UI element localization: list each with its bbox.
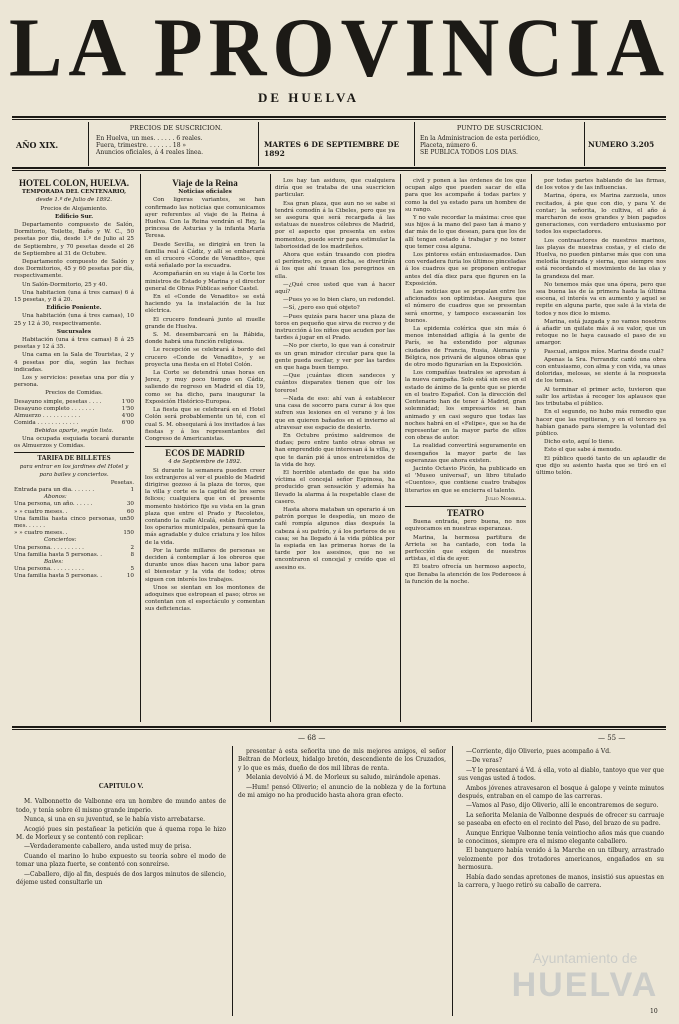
temporada: TEMPORADA DEL CENTENARIO, <box>21 189 127 196</box>
br-p1: —Corriente, dijo Oliverio, pues acompaño á Vd. <box>466 748 611 755</box>
br-p5: —Vamos al Paso, dijo Oliverio, allí le encontraremos de seguro. <box>466 802 659 810</box>
comida-price: 1'50 <box>121 405 134 412</box>
info-divider-1 <box>88 122 89 166</box>
col4-p5: La epidemia colérica que sin más ó menos intensidad afligía á la gente de París, se ha extendido por algunas ciudades de Francia, Rusia, Alemania y Bélgica, nos privará de algunos obras que de otro modo figurarían en la Exposición. <box>405 326 526 369</box>
viaje-p3: Acompañarán en su viaje á la Corte los ministros de Estado y Marina y el director general de Obras Públicas señor Castel. <box>145 271 265 292</box>
col3-p1: Los hay tan asiduos, que cualquiera diría que se trataba de una suscricion particular. <box>275 178 395 199</box>
masthead-rule-top-thin <box>12 119 666 120</box>
comida-label: Desayuno completo . . . . . . . <box>14 405 95 412</box>
col4-p8: Jacinto Octavio Picón, ha publicado en el 'Museo universal', un libro titulado «Cuentos», que contiene cuatro trabajos literarios en que se encierra el talento. <box>405 465 526 494</box>
edificio-sur: Edificio Sur. <box>54 213 94 220</box>
viaje-p6: S. M. desembarcará en la Rábida, donde habrá una función religiosa. <box>145 332 265 346</box>
sucursales: Sucursales <box>56 328 92 335</box>
br-p2: —De veras? <box>466 757 502 765</box>
folio-right: — 55 — <box>598 734 626 742</box>
watermark-line1: Ayuntamiento de <box>532 950 638 966</box>
tarifa-row <box>14 573 134 580</box>
col4-p10: Marina, la hermosa partitura de Arrieta se ha cantado, con toda la perfección que exigen de nuestros artistas, el día de ayer. <box>405 534 526 563</box>
col3-q2: —Pues yo se lo bien claro, un redondel. <box>283 297 395 304</box>
capitulo-heading: CAPITULO V. <box>98 782 144 790</box>
tarifa-label: Una familia hasta 5 personas. . <box>14 551 103 558</box>
info-divider-4 <box>584 122 585 166</box>
masthead-rule-top <box>12 116 666 118</box>
column-ecos-cont <box>275 178 395 718</box>
col4-p6: Los compañías teatrales se aprestan á la nueva campaña. Solo está sin eso en el estado de ánimo de la gente que se pierde en el teatro Español. Con la dirección del Centenario han de tener á Madrid, gran solemnidad; los empresarios se han animado y en casi seguro que todas las noches habrá en el «Felipe», que se ha de representar en la mayor parte de ellos con obras de autor. <box>405 370 526 442</box>
tarifa-label: Conciertos: <box>44 537 77 544</box>
ecos-rule <box>145 446 265 447</box>
tarifa-heading: TARIFA DE BILLETES <box>37 454 111 463</box>
col3-p3: Ahora que están trasando con piedra el perímetro, es gran dicha, se divertirán á los que ahí trasan los peregrinos en ella. <box>275 252 395 280</box>
tarifa-price: 150 <box>123 530 134 537</box>
punto-dias: SE PUBLICA TODOS LOS DIAS. <box>420 149 518 156</box>
comida-price: 1'00 <box>121 398 134 405</box>
issue-date: MARTES 6 DE SEPTIEMBRE DE 1892 <box>264 140 400 158</box>
tarifa-price: 30 <box>126 501 134 508</box>
tarifa-price: 10 <box>126 573 134 580</box>
col5-p4: No tenemos más que una ópera, pero que sea buena las de ía primera hasta la última escena, el interés va en aumento y aquel se repite en alguna parte, que sale á la vista de todos y nos dice lo mismo. <box>536 281 666 317</box>
bl-p2: Nunca, si una en su juventud, se le había visto arrebatarse. <box>24 816 206 824</box>
comidas-list <box>14 399 134 428</box>
col5-p3: Los contraactores de nuestros marinos, las playas de nuestras costas, y el cielo de Huelva, no pueden pintarse más que con una melodía inspirada y sierna, que siempre nos está recordando el movimiento de las olas y la grandeza del mar. <box>536 237 666 280</box>
tarifa-label: Una familia hasta cinco personas, un mes. . . . . . <box>14 515 127 529</box>
col4-p4: Las noticias que se propalan entre los aficionados son optimistas. Asegura que el número de cuadros que se presentan será enorme, y tampoco escasearán los buenos. <box>405 289 526 324</box>
signature: Julio Nombela. <box>485 495 526 502</box>
tarifa-price: 1 <box>130 486 134 493</box>
bm-p2: Melania devolvió á M. de Morleux su saludo, mirándole apenas. <box>246 774 441 782</box>
issue-number: NUMERO 3.205 <box>588 140 655 149</box>
subs-header: PRECIOS DE SUSCRICION. <box>129 124 223 132</box>
viaje-p1: Con ligeras variantes, se han confirmado las noticias que comunicamos ayer referentes al viaje de la Reina á Huelva. Con la Reina vendrán el Rey, la princesa de Asturias y la infanta María Teresa. <box>145 197 265 240</box>
newspaper-subtitle: DE HUELVA <box>258 90 360 105</box>
hotel-p5: Una habitación (una á tres camas), 10 25 y 12 á 30, respectivamente. <box>14 313 134 327</box>
tarifa-row <box>14 530 134 537</box>
hotel-p4: Una habitacion (una á tres camas) 6 á 15 pesetas, y 8 á 20. <box>14 289 134 304</box>
comida-label: Almuerzo . . . . . . . . . . . <box>14 413 81 420</box>
column-teatro <box>405 178 526 718</box>
precios-alojamiento: Precios de Alojamiento. <box>40 205 108 212</box>
tarifa-sub: para entrar en los jardines del Hotel y para bailes y conciertos. <box>19 464 129 478</box>
bm-p3: —Hum! pensó Oliverio; el anuncio de la nobleza y de la fortuna de mi amigo no ha producido hasta ahora gran efecto. <box>238 783 446 800</box>
info-divider-2 <box>258 122 259 166</box>
tarifa-row <box>14 559 134 566</box>
col5-p9: En el segundo, no hubo más remedio que hacer que las repitieran, y en el tercero ya habían ganado para siempre la voluntad del público. <box>536 409 666 437</box>
masthead <box>0 1 679 95</box>
noticias-oficiales: Noticias oficiales <box>178 189 232 196</box>
teatro-rule <box>405 506 526 507</box>
infobar-rule-bottom <box>12 167 666 169</box>
archive-watermark <box>500 950 670 1014</box>
tarifa-list <box>14 487 134 581</box>
subs-anuncios: Anuncios oficiales, á 4 reales línea. <box>96 149 204 156</box>
ecos-p10: Si durante la semanera pueden creer los extranjeros al ver el pueblo de Madrid dirigirse gozoso á la plaza de toros, que la villa y corte es la capital de los seres felices; cualquiera que en el presente momento histórico fije su vista en la gran plaza que entre el Prado y Recoletos, contando la calle Alcalá, están formando los operarios municipales, pensará que la más agradable y dulce criatura y los hilos de la vida. <box>145 467 265 546</box>
comida-label: Comida . . . . . . . . . . . . <box>14 420 79 427</box>
tarifa-row <box>14 566 134 573</box>
punto-header: PUNTO DE SUSCRICION. <box>456 124 544 132</box>
hotel-p1: Departamento compuesto de Salón, Dormitorio, Toilette, Baño y W. C., 50 pesetas por día, desde 1.º de Julio al 25 de Septiembre, y 70 pesetas desde el 26 de Septiembre al 31 de Octubre. <box>14 222 134 257</box>
tarifa-rule <box>14 452 134 453</box>
col4-p9: Buena entrada, pero buena, no nos equivocamos en nuestras esperanzas. <box>405 519 526 533</box>
bottom-folio-number: 10 <box>650 1008 658 1015</box>
hotel-p2: Departamento compuesto de Salón y dos Dormitorios, 45 y 60 pesetas por día, respectivamente. <box>14 259 134 280</box>
ecos-heading: ECOS DE MADRID <box>165 448 245 459</box>
tarifa-label: Una familia hasta 5 personas. . <box>14 573 103 580</box>
subs-fuera: Fuera, trimestre. . . . . . . 18 » <box>96 142 187 149</box>
bl-p6: —Caballero, dijo al fin, después de dos largos minutos de silencio, déjeme usted consultarle un <box>16 870 226 887</box>
info-bar <box>12 122 666 166</box>
col5-p5: Marina, está juzgada y no vamos nosotros á añadir un quilate más á su valor, que un retoque no le haya causado el paso de su amargor. <box>536 318 666 347</box>
hotel-p3: Un Salón-Dormitorio, 25 y 40. <box>22 281 108 288</box>
col3-p9: El horrible atentado de que ha sido víctima el concejal señor Espinosa, ha producido gran sensación y además ha llevado la alarma á la respetable clase de casero. <box>275 469 395 505</box>
hotel-p7: Una cama en la Sala de Touristas, 2 y 4 pesetas por día, según las fechas indicadas. <box>14 352 134 373</box>
tarifa-price: 50 <box>126 515 134 522</box>
col4-p2: Y no vale recordar la máxima: cree que sus hijos á la mano del paso tan á mano y dar más de lo que desean, para que los de allí tengan estado á trabajar y no tener que temer cosa alguna. <box>405 215 526 250</box>
comida-row <box>14 399 134 406</box>
col3-p4: —Pues quizás para hacer una plaza de toros en pequeño que sirva de recreo y de instrucción á los niños que acuden por las tardes á jugar en el Prado. <box>275 313 395 342</box>
br-p9: Había dado sendas apretones de manos, insistió sus apuestas en la carrera, y luego retiró su caballo de carrera. <box>458 873 664 890</box>
punto-plaza: Placeta, número 6. <box>420 142 478 149</box>
comida-price: 6'00 <box>121 420 134 427</box>
ecos-p12: Unos se sientan en los montones de adoquines que estropean el paso; otros se contentan con el espectáculo y comentan sus deficiencias. <box>145 584 265 613</box>
col5-p12: El público quedó tanto de un aplaudir de que dijo su asiento hasta que se tiró en el último telón. <box>536 455 666 476</box>
comida-price: 4'00 <box>121 413 134 420</box>
viaje-heading: Viaje de la Reina <box>172 178 238 188</box>
comida-label: Desayuno simple, pesetas . . . . <box>14 398 102 405</box>
bl-p5: Cuando el marino lo hubo expuesto su teoría sobre el modo de tomar una plaza fuerte, se contentó con sonreírse. <box>16 852 226 869</box>
viaje-p5: El crucero fondeará junto al muelle grande de Huelva. <box>145 316 265 330</box>
column-viaje-reina <box>145 178 265 718</box>
col3-p5: —No por cierto, lo que van á construir es un gran mirador circular para que la gente pueda oscilar, y ver por las tardes en que haga buen tiempo. <box>275 343 395 372</box>
edificio-poniente: Edificio Poniente. <box>46 305 102 312</box>
col3-p6: —Que ¡cuántas dicen sandeces y cuántos disparates tienen que oír los toreros! <box>275 373 395 394</box>
column-divider-2 <box>270 174 271 722</box>
viaje-p9: La fiesta que se celebrará en el Hotel Colón será probablemente un té, con el cual S. M. obsequiará á los invitados á las fiestas y á los representantes del Congreso de Americanistas. <box>145 407 265 442</box>
folio-left: — 68 — <box>298 734 326 742</box>
column-divider-3 <box>400 174 401 722</box>
viaje-p4: En el «Conde de Venadito» se está haciendo ya la instalación de la luz eléctrica. <box>145 294 265 315</box>
punto-admin: En la Administracion de esta periódico, <box>420 135 540 142</box>
column-divider-1 <box>140 174 141 722</box>
precios-comidas: Precios de Comidas. <box>45 390 103 397</box>
col3-q3: —Sí, ¿pero eso qué objeto? <box>283 305 360 312</box>
col5-p7: Apenas la Sra. Ferrandiz cantó una obra con entusiasmo, con alma y con vida, va unas doloridas, melosas, se siente á la respuesta de los temas. <box>536 356 666 385</box>
tarifa-label: Una persona, un año. . . . . . <box>14 501 93 508</box>
tarifa-price: 5 <box>130 566 134 573</box>
tarifa-price: 8 <box>130 551 134 558</box>
tarifa-row <box>14 545 134 552</box>
hotel-p6: Habitación (una á tres camas) 8 á 25 pesetas y 12 á 35. <box>14 337 134 351</box>
folletin-rule-thin <box>12 729 666 730</box>
tarifa-row <box>14 487 134 494</box>
folletin-left <box>16 780 226 1016</box>
col4-p3: Los pintores están entusiasmados. Dan con verdadera furia los últimos pinceladas á los cuadros que se proponen entregar antes del día diez para que figuren en la Exposición. <box>405 252 526 287</box>
tarifa-row <box>14 552 134 559</box>
col5-p11: Esto el que sabe á menudo. <box>544 447 622 454</box>
tarifa-price: 60 <box>126 508 134 515</box>
tarifa-label: » » cuatro meses. . <box>14 530 68 537</box>
col4-p11: El teatro ofrecía un hermoso aspecto, que llenaba la atención de los Poderosos á la función de la noche. <box>405 564 526 585</box>
tarifa-row <box>14 501 134 508</box>
tarifa-price: 2 <box>130 544 134 551</box>
col3-p8: En Octubre próximo saldremos de dudas; pero entre tanto otras obras se han emprendido que interesan á la villa, y que te darán pié á unos entretenidos de la vida de hoy. <box>275 432 395 468</box>
br-p6: La señorita Melania de Valbonne después de ofrecer su carruaje se paseaba en efecto en el recinto del Paso, del brazo de su padre. <box>458 811 664 828</box>
pesetas-label: Pesetas. <box>110 479 134 486</box>
column-divider-4 <box>531 174 532 722</box>
col5-p2: Marina, ópera, es Marina zarzuela, unos recitados, á pie que con dio, y para V. de contar; la señorita, lo cultiva, el año á marcharon de esos grandes y bien pagados generaciones, con verdadero entusiasmo por todos los espectadores. <box>536 193 666 236</box>
hotel-p8: Los y servicios: pesetas una por día y persona. <box>14 375 134 389</box>
column-teatro-cont <box>536 178 666 718</box>
bl-p1: M. Valbonnetto de Valbonne era un hombre de mundo antes de todo, y tenía sobre él mismo grande imperio. <box>16 798 226 814</box>
teatro-heading: TEATRO <box>446 507 485 518</box>
comida-row <box>14 420 134 427</box>
ecos-date: 4 de Septiembre de 1892. <box>168 459 242 466</box>
col5-p1: por todas partes hablando de las firmas, de los votos y de las influencias. <box>536 178 666 192</box>
bl-p4: —Verdaderamente caballero, anda usted muy de prisa. <box>24 843 192 851</box>
comida-row <box>14 413 134 420</box>
bottom-divider-2 <box>452 746 453 1016</box>
col5-p6: Pascual, amigos míos. Marina desde cual? <box>544 348 664 355</box>
viaje-p8: La Corte se detendrá unas horas en Jerez, y muy poco tiempo en Cádiz, saliendo de regreso en Madrid el día 19, como se ha dicho, para inaugurar la Exposición Histórico-Europea. <box>145 370 265 405</box>
tarifa-label: » » cuatro meses. . <box>14 508 68 515</box>
desde: desde 1.º de Julio de 1892. <box>35 197 113 204</box>
col4-p1: civil y ponen á las órdenes de los que ocupan algo que pueden sacar de ella para que les acompañe á todas partes y como la del ya estado para un hombre de su rango. <box>405 178 526 213</box>
col3-p2: Esa gran plaza, que aun no se sabe si tendrá comodín á la Cibeles, pero que ya se asegura que será recargada á las estatuas de nuestros célebres de Madrid, por el aspecto que presenta en estos momentos, puede servir para estimular la laboriosidad de los madrileños. <box>275 200 395 250</box>
subscription-point <box>420 122 580 166</box>
bebidas: Bebidas aparte, según lista. <box>34 427 114 434</box>
hotel-p9: Una ocupada esquiada tocará durante os Almuerzos y Comidas. <box>14 435 134 449</box>
hotel-heading: HOTEL COLON, HUELVA. <box>18 178 130 188</box>
col5-p8: Al terminar el primer acto, tuvieron que salir los artistas á recoger los aplausos que les tributaba el público. <box>536 386 666 408</box>
subs-huelva: En Huelva, un mes. . . . . . 6 reales. <box>96 135 203 142</box>
bm-p1: presentar á esta señorita uno de mis mejores amigos, el señor Beltran de Morleux, hidalgo bretón, descendiente de los Cruzados, y lo que es más, dueño de dos mil libras de renta. <box>238 748 446 772</box>
newspaper-title: LA PROVINCIA <box>9 1 670 95</box>
col3-p7: —Nada de eso: ahí van á establecer una casa de socorro para curar á los que sufren sus lesiones en el verano y á los que en quieren bañados en el invierno al atravesar ese espacio de desierto. <box>275 395 395 431</box>
watermark-line2: HUELVA <box>511 966 659 1004</box>
column-hotel-colon <box>14 178 134 718</box>
viaje-p2: Desde Sevilla, se dirigirá en tren la familia real á Cádiz, y allí se embarcará en el crucero «Conde de Venadito», que está señalado por la escuadra. <box>145 241 265 270</box>
ecos-p11: Por la tarde millares de personas se deciden á contemplar á los obreros que durante unos días hacen una labor para el bienestar y la vida de todos; otros siguen con interés los trabajos. <box>145 547 265 583</box>
tarifa-label: Entrada para un dia. . . . . . . <box>14 486 95 493</box>
folletin-middle <box>238 748 446 1016</box>
folletin-rule <box>12 726 666 728</box>
comida-row <box>14 406 134 413</box>
info-divider-3 <box>414 122 415 166</box>
br-p3: —Y le presentaré á Vd. á ella, voto al diablo, tantoyo que ver que sus vengas usted á todos. <box>458 766 664 783</box>
tarifa-row <box>14 537 134 544</box>
bl-p3: Acogió pues sin pestañear la petición que á quema ropa le hizo M. de Morleux y se contentó con replicar: <box>16 825 226 842</box>
bottom-divider-1 <box>232 746 233 1016</box>
br-p7: Aunque Enrique Valbonne tenía veintiocho años más que cuando le conocimos, siempre era el mismo elegante caballero. <box>458 829 664 846</box>
col5-p10: Dicho esto, aquí lo tiene. <box>544 439 615 446</box>
tarifa-label: Una persona. . . . . . . . . . <box>14 544 84 551</box>
tarifa-label: Abonos: <box>44 494 67 501</box>
col4-p7: La realidad convertirá seguramente en desengaños la mayor parte de las esperanzas que ahora existen. <box>405 443 526 464</box>
col3-q1: —¿Qué cree usted que van á hacer aquí? <box>275 281 395 296</box>
tarifa-row <box>14 516 134 530</box>
col3-p10: Hasta ahora mataban un operario á un patrón porque le despedía, un mozo de café rompía algunos días después la cabeza á su patrón, y á los porteros de su casa; se ha llegado á la vida pública por la espiada en las primeras horas de la tarde por los asesinos, que no se encontraron el concejal y creído que el asesino es. <box>275 506 395 571</box>
infobar-rule-bottom-thin <box>12 170 666 171</box>
br-p8: El banquero había venido á la Marche en un tilbury, arrastrado velozmente por dos trotadores americanos, engañados en su hermosura. <box>458 847 664 872</box>
subscription-prices <box>96 122 256 166</box>
br-p4: Ambos jóvenes atravesaron el bosque á galope y veinte minutos después, entraban en el campo de las carreras. <box>458 784 664 801</box>
tarifa-label: Una persona. . . . . . . . . . <box>14 566 84 573</box>
tarifa-row <box>14 509 134 516</box>
year-label: AÑO XIX. <box>16 140 59 150</box>
viaje-p7: Le recepción se celebrará á bordo del crucero «Conde de Venadito», y se proyecta una fiesta en el Hotel Colón. <box>145 347 265 368</box>
tarifa-label: Bailes: <box>44 558 64 565</box>
